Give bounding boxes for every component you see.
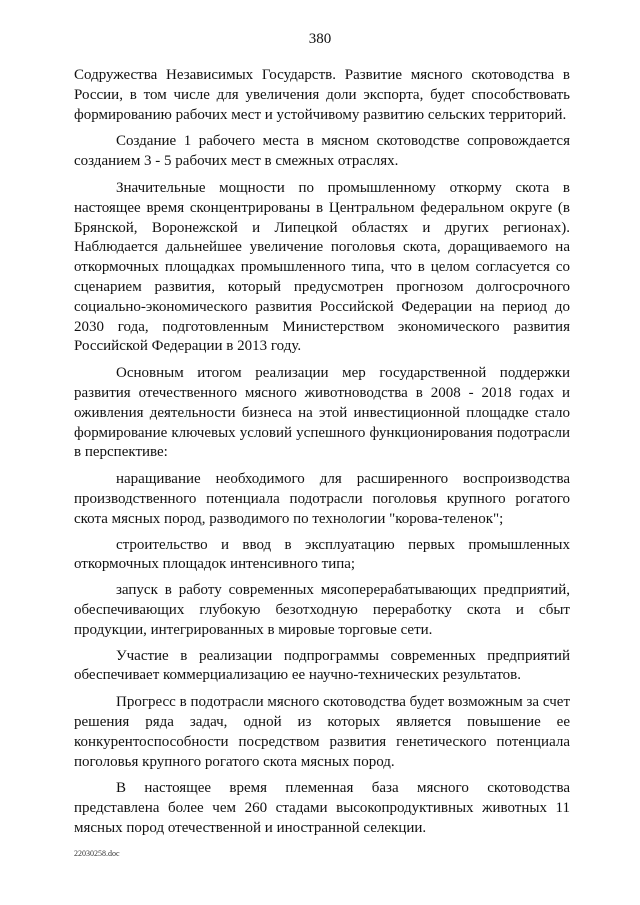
page-number: 380 — [308, 31, 332, 47]
document-file-code: 22030258.doc — [74, 849, 120, 858]
paragraph-state-support-result: Основным итогом реализации мер государственной поддержки развития отечественного мясного животноводства в 2008 - 2018 годах и оживления деятельности бизнеса на этой инвестиционной площадке стало формирование ключевых условий успешного функционирования подотрасли в перспективе: — [74, 365, 570, 461]
document-body — [74, 66, 570, 846]
paragraph-progress-tasks: Прогресс в подотрасли мясного скотоводства будет возможным за счет решения ряда задач, одной из которых является повышение ее конкурентоспособности посредством развития генетического потенциала поголовья крупного рогатого скота мясных пород. — [74, 694, 570, 770]
list-item-processing-plants: запуск в работу современных мясоперерабатывающих предприятий, обеспечивающих глубокую безотходную переработку скота и сбыт продукции, интегрированных в мировые торговые сети. — [74, 582, 570, 638]
paragraph-breeding-base: В настоящее время племенная база мясного скотоводства представлена более чем 260 стадами высокопродуктивных животных 11 мясных пород отечественной и иностранной селекции. — [74, 780, 570, 836]
list-item-herd-growth: наращивание необходимого для расширенного воспроизводства производственного потенциала подотрасли поголовья крупного рогатого скота мясных пород, разводимого по технологии "корова-теленок"; — [74, 471, 570, 527]
paragraph-job-creation: Создание 1 рабочего места в мясном скотоводстве сопровождается созданием 3 - 5 рабочих мест в смежных отраслях. — [74, 133, 570, 170]
list-item-feedlot-construction: строительство и ввод в эксплуатацию первых промышленных откормочных площадок интенсивного типа; — [74, 536, 570, 573]
paragraph-commercialization: Участие в реализации подпрограммы современных предприятий обеспечивает коммерциализацию ее научно-технических результатов. — [74, 647, 570, 684]
paragraph-continuation: Содружества Независимых Государств. Развитие мясного скотоводства в России, в том числе для увеличения доли экспорта, будет способствовать формированию рабочих мест и устойчивому развитию сельских территорий. — [74, 67, 570, 123]
paragraph-fattening-capacity: Значительные мощности по промышленному откорму скота в настоящее время сконцентрированы в Центральном федеральном округе (в Брянской, Воронежской и Липецкой областях и других регионах). Наблюдается дальнейшее увеличение поголовья скота, доращиваемого на откормочных площадках промышленного типа, что в целом согласуется со сценарием развития, который предусмотрен прогнозом долгосрочного социально-экономического развития Российской Федерации на период до 2030 года, подготовленным Министерством экономического развития Российской Федерации в 2013 году. — [74, 179, 570, 355]
